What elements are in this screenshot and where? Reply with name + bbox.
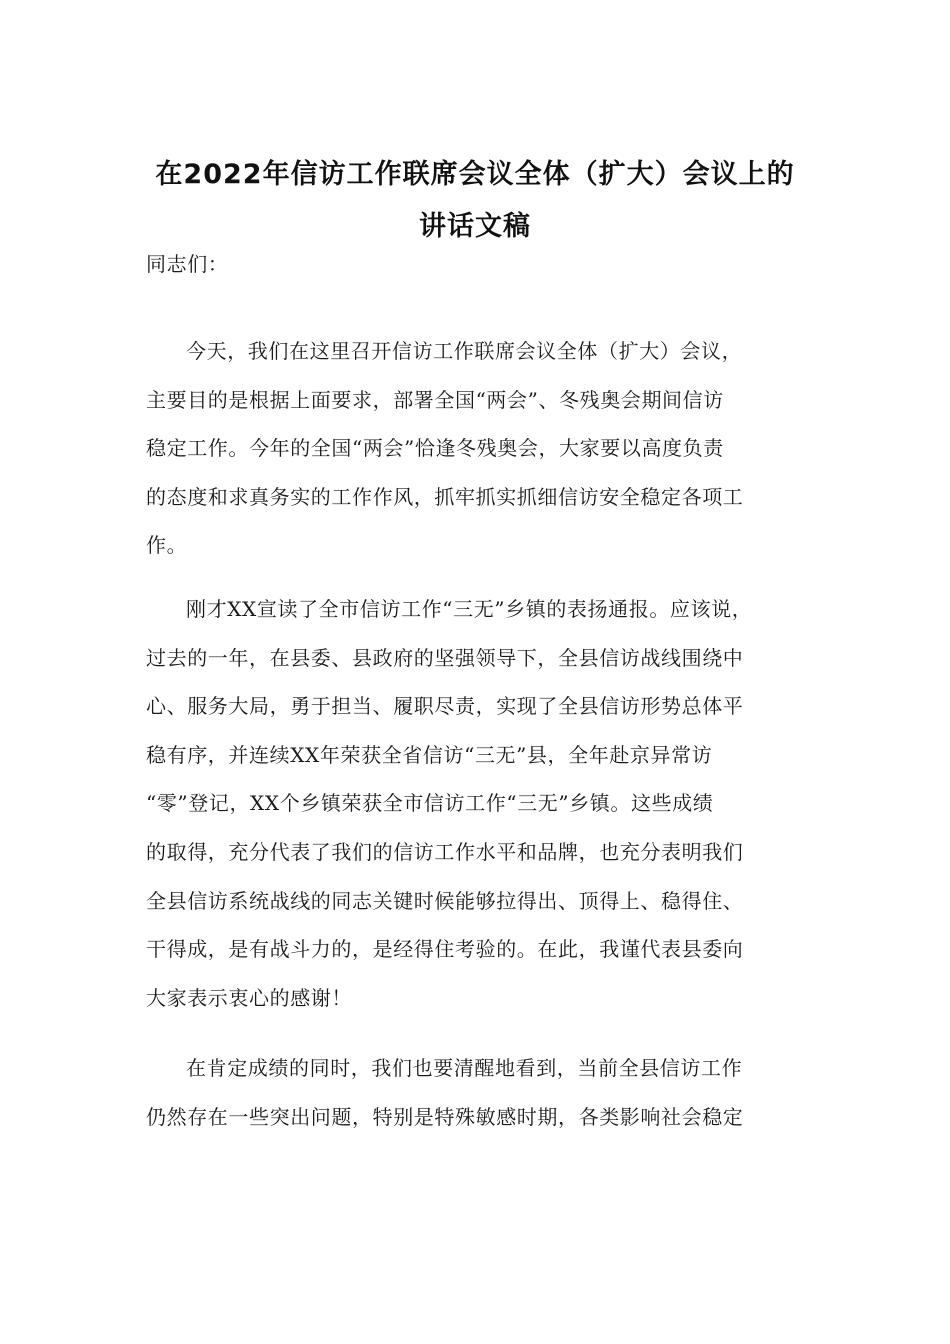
paragraph-line: 今天，我们在这里召开信访工作联席会议全体（扩大）会议， xyxy=(186,339,743,363)
paragraph-line: 仍然存在一些突出问题，特别是特殊敏感时期，各类影响社会稳定 xyxy=(146,1104,744,1129)
paragraph-line: 过去的一年，在县委、县政府的坚强领导下，全县信访战线围绕中 xyxy=(146,645,744,670)
paragraph-line: 的取得，充分代表了我们的信访工作水平和品牌，也充分表明我们 xyxy=(146,839,744,864)
paragraph-2 xyxy=(146,585,826,1022)
paragraph-line: 刚才XX宣读了全市信访工作“三无”乡镇的表扬通报。应该说， xyxy=(186,597,753,621)
document-title-line-1: 在2022年信访工作联席会议全体（扩大）会议上的 xyxy=(155,159,795,190)
document-title-line-2: 讲话文稿 xyxy=(419,211,531,242)
paragraph-line: 作。 xyxy=(146,533,188,558)
paragraph-line: 全县信访系统战线的同志关键时候能够拉得出、顶得上、稳得住、 xyxy=(146,888,744,913)
paragraph-line: 干得成，是有战斗力的，是经得住考验的。在此，我谨代表县委向 xyxy=(146,937,744,962)
paragraph-line: 在肯定成绩的同时，我们也要清醒地看到，当前全县信访工作 xyxy=(186,1056,743,1080)
paragraph-line: 稳定工作。今年的全国“两会”恰逢冬残奥会，大家要以高度负责 xyxy=(146,436,724,461)
paragraph-line: 大家表示衷心的感谢！ xyxy=(146,985,352,1010)
salutation: 同志们： xyxy=(146,252,229,276)
paragraph-1 xyxy=(146,327,826,570)
paragraph-line: 稳有序，并连续XX年荣获全省信访“三无”县，全年赴京异常访 xyxy=(146,742,713,767)
paragraph-3 xyxy=(146,1044,826,1141)
paragraph-line: 的态度和求真务实的工作作风，抓牢抓实抓细信访安全稳定各项工 xyxy=(146,484,744,509)
paragraph-line: “零”登记，XX个乡镇荣获全市信访工作“三无”乡镇。这些成绩 xyxy=(146,791,714,816)
paragraph-line: 心、服务大局，勇于担当、履职尽责，实现了全县信访形势总体平 xyxy=(146,694,744,719)
paragraph-line: 主要目的是根据上面要求，部署全国“两会”、冬残奥会期间信访 xyxy=(146,387,724,412)
